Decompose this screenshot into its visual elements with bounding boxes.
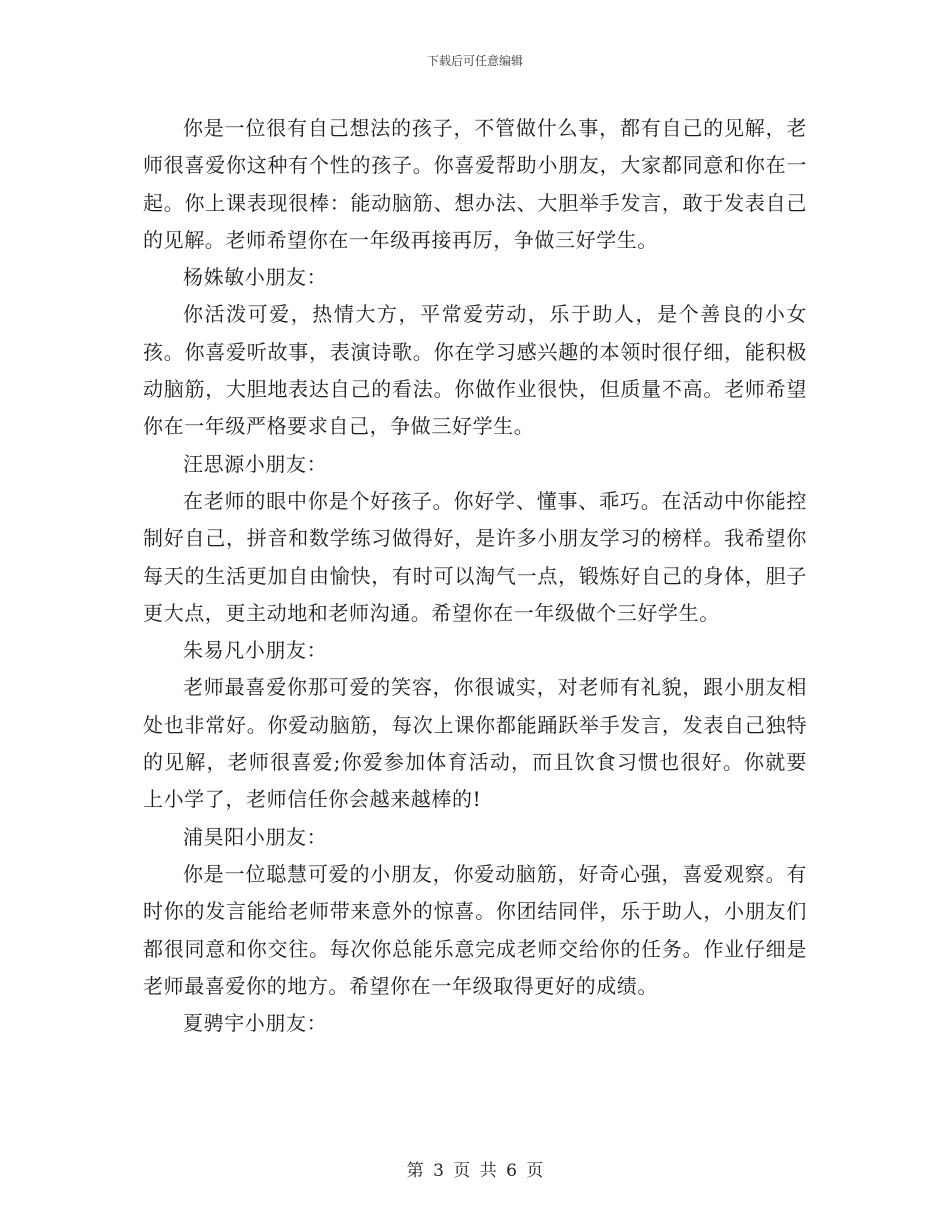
student-name-heading: 汪思源小朋友： (183, 451, 328, 476)
comment-paragraph: 你是一位聪慧可爱的小朋友，你爱动脑筋，好奇心强，喜爱观察。有时你的发言能给老师带来意外的惊喜。你团结同伴，乐于助人，小朋友们都很同意和你交往。每次你总能乐意完成老师交给你的任务。作业仔细是老师最喜爱你的地方。希望你在一年级取得更好的成绩。 (143, 861, 807, 998)
comment-paragraph: 你是一位很有自己想法的孩子，不管做什么事，都有自己的见解，老师很喜爱你这种有个性的孩子。你喜爱帮助小朋友，大家都同意和你在一起。你上课表现很棒：能动脑筋、想办法、大胆举手发言，敢于发表自己的见解。老师希望你在一年级再接再厉，争做三好学生。 (143, 116, 807, 252)
comment-paragraph: 老师最喜爱你那可爱的笑容，你很诚实，对老师有礼貌，跟小朋友相处也非常好。你爱动脑筋，每次上课你都能踊跃举手发言，发表自己独特的见解，老师很喜爱;你爱参加体育活动，而且饮食习惯也很好。你就要上小学了，老师信任你会越来越棒的! (143, 675, 807, 812)
page-header: 下载后可任意编辑 (426, 54, 523, 68)
document-body (143, 110, 807, 1042)
student-name-heading: 杨姝敏小朋友： (183, 265, 328, 290)
student-name-heading: 朱易凡小朋友： (183, 638, 328, 663)
student-name-heading: 夏骋宇小朋友： (183, 1011, 328, 1036)
comment-paragraph: 你活泼可爱，热情大方，平常爱劳动，乐于助人，是个善良的小女孩。你喜爱听故事，表演诗歌。你在学习感兴趣的本领时很仔细，能积极动脑筋，大胆地表达自己的看法。你做作业很快，但质量不高。老师希望你在一年级严格要求自己，争做三好学生。 (143, 302, 807, 439)
student-name-heading: 浦昊阳小朋友： (183, 824, 328, 849)
page-footer: 第 3 页 共 6 页 (406, 1161, 544, 1181)
comment-paragraph: 在老师的眼中你是个好孩子。你好学、懂事、乖巧。在活动中你能控制好自己，拼音和数学练习做得好，是许多小朋友学习的榜样。我希望你每天的生活更加自由愉快，有时可以淘气一点，锻炼好自己的身体，胆子更大点，更主动地和老师沟通。希望你在一年级做个三好学生。 (143, 488, 807, 625)
